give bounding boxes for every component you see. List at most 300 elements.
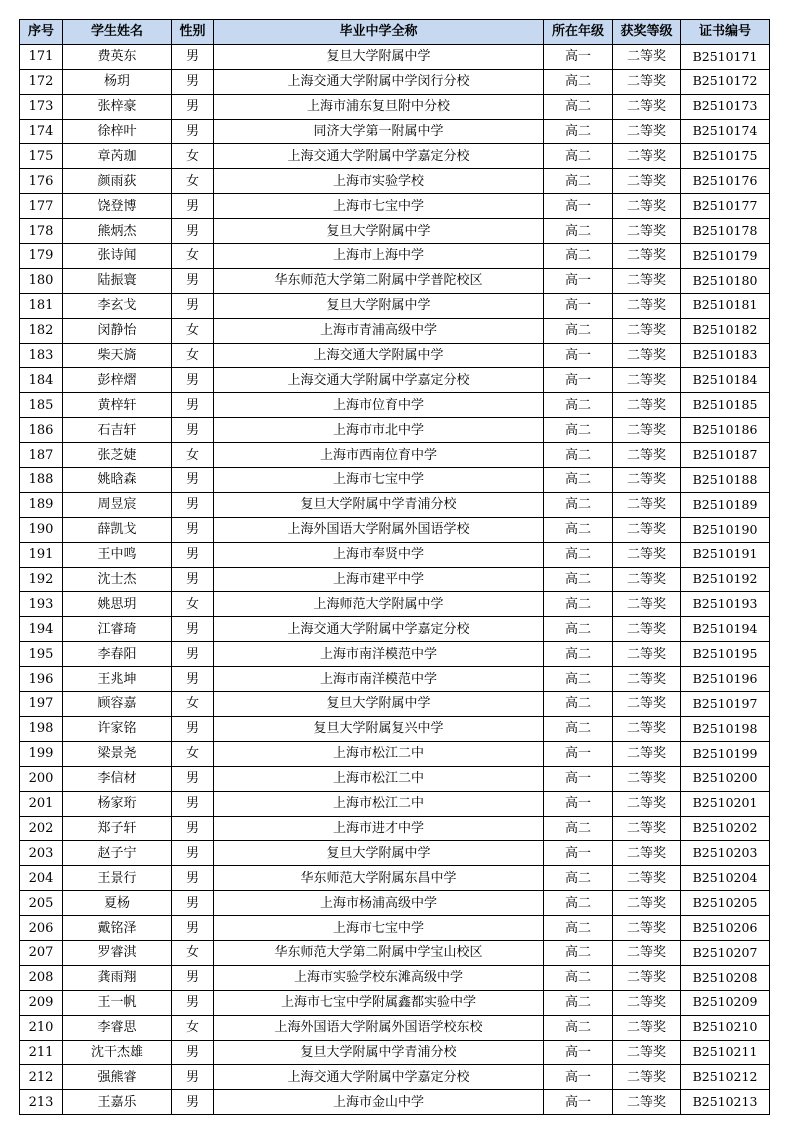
cell-gender: 男 (172, 393, 214, 418)
cell-certificate-no: B2510180 (681, 268, 770, 293)
cell-student-name: 李春阳 (63, 642, 172, 667)
cell-school: 上海市松江二中 (214, 766, 544, 791)
cell-school: 上海市南洋模范中学 (214, 667, 544, 692)
cell-grade: 高一 (544, 1065, 613, 1090)
cell-index: 182 (20, 318, 63, 343)
cell-index: 191 (20, 542, 63, 567)
table-row (20, 990, 770, 1015)
cell-gender: 男 (172, 791, 214, 816)
cell-certificate-no: B2510197 (681, 692, 770, 717)
cell-certificate-no: B2510213 (681, 1090, 770, 1115)
cell-index: 178 (20, 219, 63, 244)
cell-index: 180 (20, 268, 63, 293)
cell-student-name: 王一帆 (63, 990, 172, 1015)
cell-gender: 男 (172, 1040, 214, 1065)
cell-gender: 男 (172, 368, 214, 393)
cell-student-name: 薛凯戈 (63, 517, 172, 542)
cell-grade: 高二 (544, 468, 613, 493)
table-row (20, 443, 770, 468)
cell-grade: 高二 (544, 916, 613, 941)
cell-gender: 女 (172, 692, 214, 717)
cell-award-level: 二等奖 (613, 194, 681, 219)
cell-student-name: 柴天旖 (63, 343, 172, 368)
cell-index: 181 (20, 293, 63, 318)
cell-grade: 高一 (544, 766, 613, 791)
cell-student-name: 王景行 (63, 866, 172, 891)
cell-award-level: 二等奖 (613, 94, 681, 119)
cell-grade: 高二 (544, 318, 613, 343)
table-row (20, 69, 770, 94)
table-row (20, 393, 770, 418)
cell-student-name: 陆振寰 (63, 268, 172, 293)
cell-school: 上海市七宝中学 (214, 916, 544, 941)
cell-school: 上海交通大学附属中学 (214, 343, 544, 368)
table-row (20, 194, 770, 219)
cell-index: 185 (20, 393, 63, 418)
cell-award-level: 二等奖 (613, 1065, 681, 1090)
cell-index: 211 (20, 1040, 63, 1065)
cell-index: 205 (20, 891, 63, 916)
table-row (20, 866, 770, 891)
header-grade: 所在年级 (544, 20, 613, 45)
cell-school: 上海市奉贤中学 (214, 542, 544, 567)
cell-grade: 高二 (544, 642, 613, 667)
cell-grade: 高一 (544, 293, 613, 318)
cell-grade: 高一 (544, 194, 613, 219)
cell-certificate-no: B2510192 (681, 567, 770, 592)
cell-award-level: 二等奖 (613, 268, 681, 293)
table-row (20, 293, 770, 318)
cell-student-name: 徐梓叶 (63, 119, 172, 144)
cell-student-name: 王嘉乐 (63, 1090, 172, 1115)
cell-gender: 男 (172, 219, 214, 244)
cell-grade: 高二 (544, 692, 613, 717)
cell-student-name: 郑子轩 (63, 816, 172, 841)
cell-award-level: 二等奖 (613, 343, 681, 368)
cell-index: 179 (20, 244, 63, 269)
cell-grade: 高二 (544, 542, 613, 567)
cell-school: 复旦大学附属中学 (214, 692, 544, 717)
table-row (20, 119, 770, 144)
cell-grade: 高二 (544, 567, 613, 592)
cell-index: 202 (20, 816, 63, 841)
table-row (20, 1015, 770, 1040)
table-row (20, 219, 770, 244)
cell-index: 190 (20, 517, 63, 542)
cell-award-level: 二等奖 (613, 567, 681, 592)
cell-certificate-no: B2510194 (681, 617, 770, 642)
cell-grade: 高一 (544, 1040, 613, 1065)
table-row (20, 692, 770, 717)
cell-gender: 女 (172, 443, 214, 468)
cell-certificate-no: B2510212 (681, 1065, 770, 1090)
cell-school: 华东师范大学附属东昌中学 (214, 866, 544, 891)
cell-award-level: 二等奖 (613, 617, 681, 642)
cell-school: 复旦大学附属中学 (214, 841, 544, 866)
cell-school: 同济大学第一附属中学 (214, 119, 544, 144)
table-row (20, 816, 770, 841)
cell-gender: 男 (172, 468, 214, 493)
table-row (20, 542, 770, 567)
cell-student-name: 梁景尧 (63, 741, 172, 766)
cell-school: 上海市青浦高级中学 (214, 318, 544, 343)
cell-index: 186 (20, 418, 63, 443)
cell-gender: 男 (172, 642, 214, 667)
cell-index: 195 (20, 642, 63, 667)
cell-certificate-no: B2510198 (681, 716, 770, 741)
cell-school: 上海交通大学附属中学嘉定分校 (214, 368, 544, 393)
cell-certificate-no: B2510210 (681, 1015, 770, 1040)
cell-school: 上海市市北中学 (214, 418, 544, 443)
table-row (20, 268, 770, 293)
cell-gender: 男 (172, 194, 214, 219)
cell-award-level: 二等奖 (613, 542, 681, 567)
cell-index: 174 (20, 119, 63, 144)
cell-school: 复旦大学附属中学 (214, 44, 544, 69)
cell-student-name: 章芮珈 (63, 144, 172, 169)
cell-certificate-no: B2510190 (681, 517, 770, 542)
cell-gender: 女 (172, 244, 214, 269)
cell-award-level: 二等奖 (613, 667, 681, 692)
cell-certificate-no: B2510182 (681, 318, 770, 343)
cell-grade: 高二 (544, 990, 613, 1015)
header-school: 毕业中学全称 (214, 20, 544, 45)
cell-school: 上海市进才中学 (214, 816, 544, 841)
cell-student-name: 沈干杰雄 (63, 1040, 172, 1065)
cell-award-level: 二等奖 (613, 766, 681, 791)
cell-gender: 男 (172, 119, 214, 144)
cell-school: 上海交通大学附属中学闵行分校 (214, 69, 544, 94)
cell-certificate-no: B2510207 (681, 940, 770, 965)
cell-index: 189 (20, 492, 63, 517)
cell-award-level: 二等奖 (613, 144, 681, 169)
cell-certificate-no: B2510175 (681, 144, 770, 169)
cell-certificate-no: B2510208 (681, 965, 770, 990)
cell-grade: 高二 (544, 119, 613, 144)
cell-index: 204 (20, 866, 63, 891)
cell-school: 上海市上海中学 (214, 244, 544, 269)
cell-grade: 高一 (544, 741, 613, 766)
cell-index: 177 (20, 194, 63, 219)
table-row (20, 791, 770, 816)
cell-certificate-no: B2510196 (681, 667, 770, 692)
cell-grade: 高二 (544, 393, 613, 418)
cell-award-level: 二等奖 (613, 44, 681, 69)
cell-school: 上海市松江二中 (214, 741, 544, 766)
cell-grade: 高二 (544, 517, 613, 542)
cell-certificate-no: B2510184 (681, 368, 770, 393)
cell-certificate-no: B2510181 (681, 293, 770, 318)
cell-gender: 女 (172, 343, 214, 368)
cell-certificate-no: B2510186 (681, 418, 770, 443)
cell-certificate-no: B2510172 (681, 69, 770, 94)
table-row (20, 492, 770, 517)
cell-index: 194 (20, 617, 63, 642)
cell-grade: 高一 (544, 791, 613, 816)
cell-award-level: 二等奖 (613, 891, 681, 916)
header-index: 序号 (20, 20, 63, 45)
cell-student-name: 熊炳杰 (63, 219, 172, 244)
cell-gender: 男 (172, 69, 214, 94)
cell-school: 上海交通大学附属中学嘉定分校 (214, 1065, 544, 1090)
cell-gender: 男 (172, 44, 214, 69)
cell-award-level: 二等奖 (613, 592, 681, 617)
cell-school: 上海市松江二中 (214, 791, 544, 816)
table-row (20, 144, 770, 169)
cell-grade: 高二 (544, 891, 613, 916)
cell-grade: 高二 (544, 816, 613, 841)
cell-gender: 男 (172, 492, 214, 517)
cell-certificate-no: B2510178 (681, 219, 770, 244)
cell-index: 192 (20, 567, 63, 592)
cell-gender: 男 (172, 716, 214, 741)
cell-certificate-no: B2510179 (681, 244, 770, 269)
cell-index: 176 (20, 169, 63, 194)
cell-grade: 高二 (544, 1015, 613, 1040)
cell-school: 上海外国语大学附属外国语学校 (214, 517, 544, 542)
cell-gender: 男 (172, 567, 214, 592)
cell-school: 上海市南洋模范中学 (214, 642, 544, 667)
cell-award-level: 二等奖 (613, 990, 681, 1015)
cell-student-name: 江睿琦 (63, 617, 172, 642)
table-row (20, 667, 770, 692)
cell-student-name: 王中鸣 (63, 542, 172, 567)
cell-index: 175 (20, 144, 63, 169)
cell-gender: 男 (172, 1065, 214, 1090)
cell-school: 上海市建平中学 (214, 567, 544, 592)
cell-certificate-no: B2510199 (681, 741, 770, 766)
table-row (20, 841, 770, 866)
cell-certificate-no: B2510204 (681, 866, 770, 891)
table-row (20, 592, 770, 617)
cell-grade: 高二 (544, 866, 613, 891)
table-row (20, 418, 770, 443)
cell-award-level: 二等奖 (613, 443, 681, 468)
cell-grade: 高二 (544, 69, 613, 94)
table-row (20, 940, 770, 965)
cell-index: 198 (20, 716, 63, 741)
cell-grade: 高一 (544, 368, 613, 393)
cell-student-name: 强熊睿 (63, 1065, 172, 1090)
cell-certificate-no: B2510173 (681, 94, 770, 119)
cell-award-level: 二等奖 (613, 841, 681, 866)
header-certificate-no: 证书编号 (681, 20, 770, 45)
cell-student-name: 黄梓轩 (63, 393, 172, 418)
cell-grade: 高二 (544, 592, 613, 617)
cell-certificate-no: B2510174 (681, 119, 770, 144)
cell-grade: 高一 (544, 343, 613, 368)
cell-index: 184 (20, 368, 63, 393)
cell-gender: 女 (172, 144, 214, 169)
table-row (20, 1040, 770, 1065)
cell-award-level: 二等奖 (613, 1090, 681, 1115)
cell-certificate-no: B2510177 (681, 194, 770, 219)
cell-student-name: 李信材 (63, 766, 172, 791)
cell-index: 213 (20, 1090, 63, 1115)
cell-school: 上海市浦东复旦附中分校 (214, 94, 544, 119)
cell-certificate-no: B2510195 (681, 642, 770, 667)
table-row (20, 642, 770, 667)
cell-school: 华东师范大学第二附属中学宝山校区 (214, 940, 544, 965)
cell-certificate-no: B2510206 (681, 916, 770, 941)
cell-student-name: 许家铭 (63, 716, 172, 741)
cell-award-level: 二等奖 (613, 916, 681, 941)
cell-index: 201 (20, 791, 63, 816)
cell-award-level: 二等奖 (613, 791, 681, 816)
cell-index: 187 (20, 443, 63, 468)
cell-gender: 男 (172, 816, 214, 841)
cell-certificate-no: B2510183 (681, 343, 770, 368)
cell-gender: 男 (172, 293, 214, 318)
cell-award-level: 二等奖 (613, 517, 681, 542)
cell-gender: 男 (172, 542, 214, 567)
cell-gender: 男 (172, 916, 214, 941)
cell-school: 上海交通大学附属中学嘉定分校 (214, 144, 544, 169)
cell-index: 172 (20, 69, 63, 94)
cell-grade: 高一 (544, 44, 613, 69)
cell-gender: 男 (172, 766, 214, 791)
cell-grade: 高二 (544, 144, 613, 169)
cell-certificate-no: B2510185 (681, 393, 770, 418)
cell-index: 210 (20, 1015, 63, 1040)
cell-school: 复旦大学附属中学 (214, 219, 544, 244)
cell-student-name: 张梓豪 (63, 94, 172, 119)
cell-student-name: 费英东 (63, 44, 172, 69)
cell-gender: 男 (172, 990, 214, 1015)
cell-student-name: 石吉轩 (63, 418, 172, 443)
cell-student-name: 张诗闻 (63, 244, 172, 269)
cell-gender: 男 (172, 866, 214, 891)
cell-award-level: 二等奖 (613, 940, 681, 965)
cell-award-level: 二等奖 (613, 119, 681, 144)
table-row (20, 318, 770, 343)
cell-student-name: 罗睿淇 (63, 940, 172, 965)
cell-award-level: 二等奖 (613, 219, 681, 244)
cell-school: 复旦大学附属中学青浦分校 (214, 1040, 544, 1065)
cell-grade: 高二 (544, 219, 613, 244)
cell-certificate-no: B2510176 (681, 169, 770, 194)
cell-index: 196 (20, 667, 63, 692)
cell-student-name: 龚雨翔 (63, 965, 172, 990)
cell-index: 207 (20, 940, 63, 965)
table-body (20, 44, 770, 1114)
cell-index: 173 (20, 94, 63, 119)
cell-grade: 高二 (544, 667, 613, 692)
cell-index: 193 (20, 592, 63, 617)
cell-award-level: 二等奖 (613, 642, 681, 667)
cell-award-level: 二等奖 (613, 866, 681, 891)
cell-school: 上海市实验学校东滩高级中学 (214, 965, 544, 990)
cell-award-level: 二等奖 (613, 1015, 681, 1040)
cell-grade: 高二 (544, 716, 613, 741)
table-row (20, 567, 770, 592)
cell-grade: 高二 (544, 492, 613, 517)
cell-award-level: 二等奖 (613, 692, 681, 717)
cell-gender: 女 (172, 741, 214, 766)
cell-student-name: 杨家珩 (63, 791, 172, 816)
cell-grade: 高二 (544, 94, 613, 119)
cell-index: 183 (20, 343, 63, 368)
cell-school: 上海外国语大学附属外国语学校东校 (214, 1015, 544, 1040)
cell-school: 华东师范大学第二附属中学普陀校区 (214, 268, 544, 293)
cell-gender: 女 (172, 318, 214, 343)
cell-award-level: 二等奖 (613, 244, 681, 269)
cell-school: 上海市七宝中学 (214, 194, 544, 219)
header-gender: 性别 (172, 20, 214, 45)
cell-award-level: 二等奖 (613, 169, 681, 194)
cell-award-level: 二等奖 (613, 318, 681, 343)
cell-award-level: 二等奖 (613, 393, 681, 418)
cell-gender: 男 (172, 965, 214, 990)
cell-grade: 高二 (544, 940, 613, 965)
cell-student-name: 沈士杰 (63, 567, 172, 592)
cell-student-name: 杨玥 (63, 69, 172, 94)
table-row (20, 94, 770, 119)
cell-school: 复旦大学附属复兴中学 (214, 716, 544, 741)
cell-gender: 男 (172, 1090, 214, 1115)
cell-school: 上海市位育中学 (214, 393, 544, 418)
cell-gender: 男 (172, 617, 214, 642)
cell-gender: 男 (172, 517, 214, 542)
cell-index: 199 (20, 741, 63, 766)
cell-certificate-no: B2510193 (681, 592, 770, 617)
cell-student-name: 饶登博 (63, 194, 172, 219)
cell-gender: 女 (172, 940, 214, 965)
table-row (20, 368, 770, 393)
cell-index: 206 (20, 916, 63, 941)
cell-grade: 高二 (544, 244, 613, 269)
table-header-row (20, 20, 770, 45)
cell-award-level: 二等奖 (613, 965, 681, 990)
cell-award-level: 二等奖 (613, 418, 681, 443)
cell-gender: 男 (172, 94, 214, 119)
cell-index: 171 (20, 44, 63, 69)
cell-school: 复旦大学附属中学 (214, 293, 544, 318)
cell-index: 197 (20, 692, 63, 717)
cell-certificate-no: B2510171 (681, 44, 770, 69)
table-row (20, 343, 770, 368)
cell-index: 203 (20, 841, 63, 866)
cell-index: 208 (20, 965, 63, 990)
cell-certificate-no: B2510200 (681, 766, 770, 791)
table-row (20, 169, 770, 194)
table-row (20, 468, 770, 493)
cell-school: 上海交通大学附属中学嘉定分校 (214, 617, 544, 642)
cell-gender: 女 (172, 169, 214, 194)
table-row (20, 741, 770, 766)
table-row (20, 617, 770, 642)
cell-student-name: 顾容嘉 (63, 692, 172, 717)
cell-student-name: 赵子宁 (63, 841, 172, 866)
cell-certificate-no: B2510191 (681, 542, 770, 567)
cell-student-name: 颜雨荻 (63, 169, 172, 194)
cell-index: 212 (20, 1065, 63, 1090)
cell-grade: 高二 (544, 169, 613, 194)
cell-certificate-no: B2510188 (681, 468, 770, 493)
cell-award-level: 二等奖 (613, 716, 681, 741)
cell-award-level: 二等奖 (613, 492, 681, 517)
awards-table (19, 19, 770, 1115)
cell-certificate-no: B2510201 (681, 791, 770, 816)
cell-student-name: 彭梓熠 (63, 368, 172, 393)
cell-gender: 女 (172, 1015, 214, 1040)
cell-school: 上海市七宝中学附属鑫都实验中学 (214, 990, 544, 1015)
cell-grade: 高二 (544, 617, 613, 642)
cell-student-name: 周昱宸 (63, 492, 172, 517)
table-row (20, 244, 770, 269)
cell-gender: 男 (172, 891, 214, 916)
header-student-name: 学生姓名 (63, 20, 172, 45)
